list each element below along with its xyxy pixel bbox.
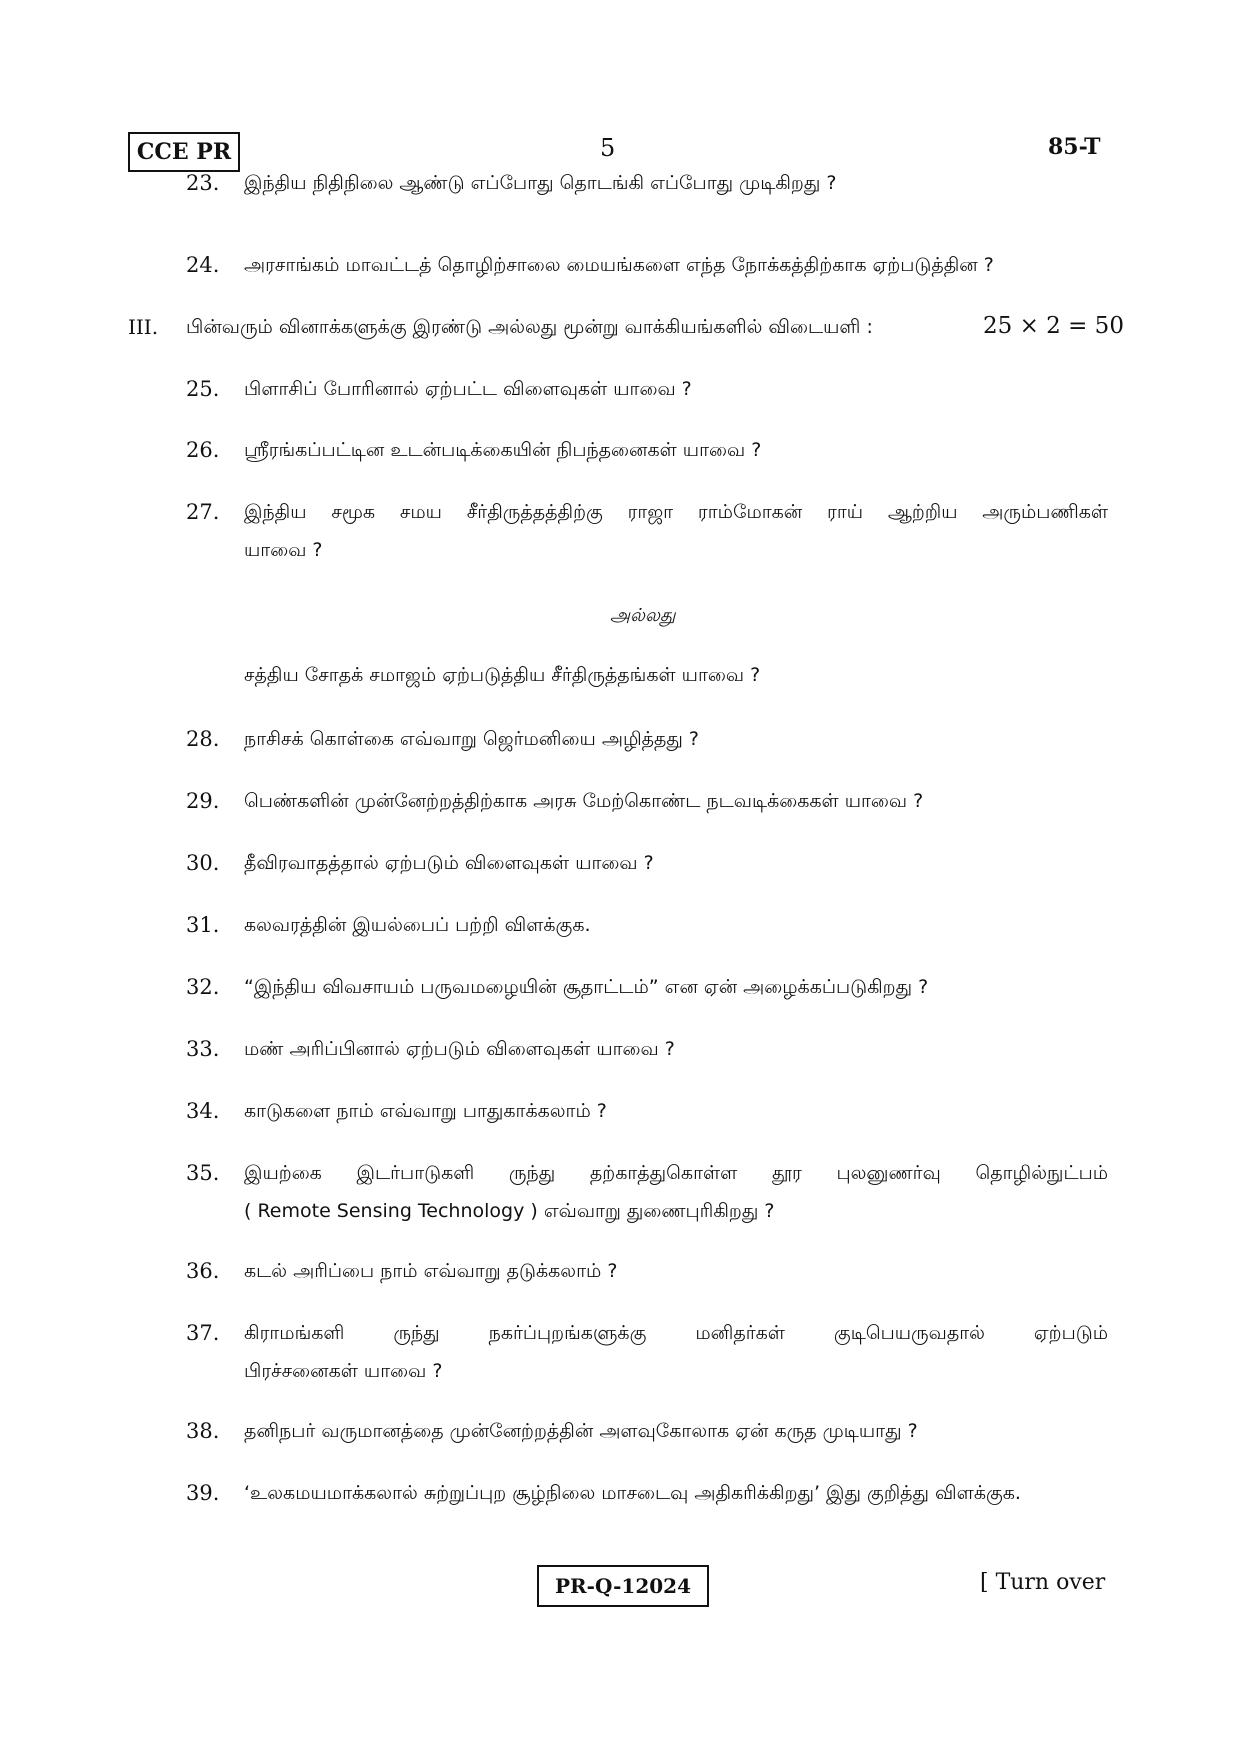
page-number: 5: [600, 134, 616, 162]
question-text: அரசாங்கம் மாவட்டத் தொழிற்சாலை மையங்களை எந்த நோக்கத்திற்காக ஏற்படுத்தின ?: [244, 254, 994, 276]
footer-code-box: PR-Q-12024: [537, 1565, 709, 1607]
alternative-question-text: சத்திய சோதக் சமாஜம் ஏற்படுத்திய சீர்திருத்தங்கள் யாவை ?: [244, 664, 761, 686]
question-number: 34.: [186, 1099, 220, 1123]
question-number: 33.: [186, 1037, 220, 1061]
question-text: பெண்களின் முன்னேற்றத்திற்காக அரசு மேற்கொண்ட நடவடிக்கைகள் யாவை ?: [244, 790, 924, 812]
question-number: 29.: [186, 789, 220, 813]
turn-over-note: [ Turn over: [980, 1570, 1106, 1595]
question-text-line-1: இந்திய சமூக சமய சீர்திருத்தத்திற்கு ராஜா ராம்மோகன் ராய் ஆற்றிய அரும்பணிகள்: [244, 501, 1108, 523]
question-text-line-2: யாவை ?: [244, 539, 323, 561]
question-number: 38.: [186, 1419, 220, 1443]
paper-code: 85-T: [1048, 134, 1101, 160]
question-number: 26.: [186, 438, 220, 462]
question-text-line-2: ( Remote Sensing Technology ) எவ்வாறு துணைபுரிகிறது ?: [244, 1200, 775, 1222]
question-number: 36.: [186, 1259, 220, 1283]
question-text: காடுகளை நாம் எவ்வாறு பாதுகாக்கலாம் ?: [244, 1100, 607, 1122]
section-roman-numeral: III.: [128, 315, 159, 339]
section-marks: 25 × 2 = 50: [983, 313, 1124, 339]
question-text: ‘உலகமயமாக்கலால் சுற்றுப்புற சூழ்நிலை மாசடைவு அதிகரிக்கிறது’ இது குறித்து விளக்குக.: [244, 1482, 1021, 1504]
question-number: 25.: [186, 377, 220, 401]
question-number: 23.: [186, 171, 220, 195]
question-number: 28.: [186, 727, 220, 751]
question-number: 31.: [186, 913, 220, 937]
question-text: பிளாசிப் போரினால் ஏற்பட்ட விளைவுகள் யாவை ?: [244, 378, 692, 400]
header-code-box: CCE PR: [128, 132, 240, 172]
question-number: 24.: [186, 253, 220, 277]
or-separator: அல்லது: [610, 605, 676, 626]
question-number: 27.: [186, 500, 220, 524]
question-text-line-2: பிரச்சனைகள் யாவை ?: [244, 1360, 443, 1382]
question-text: மண் அரிப்பினால் ஏற்படும் விளைவுகள் யாவை ?: [244, 1038, 675, 1060]
question-text: “இந்திய விவசாயம் பருவமழையின் சூதாட்டம்” என ஏன் அழைக்கப்படுகிறது ?: [244, 976, 929, 998]
question-text: கலவரத்தின் இயல்பைப் பற்றி விளக்குக.: [244, 914, 591, 936]
question-number: 30.: [186, 851, 220, 875]
question-text-line-1: இயற்கை இடர்பாடுகளி ருந்து தற்காத்துகொள்ள தூர புலனுணர்வு தொழில்நுட்பம்: [244, 1162, 1108, 1184]
question-number: 37.: [186, 1321, 220, 1345]
question-number: 39.: [186, 1481, 220, 1505]
question-text: தனிநபர் வருமானத்தை முன்னேற்றத்தின் அளவுகோலாக ஏன் கருத முடியாது ?: [244, 1420, 918, 1442]
question-text: கடல் அரிப்பை நாம் எவ்வாறு தடுக்கலாம் ?: [244, 1260, 618, 1282]
question-text: ஸ்ரீரங்கப்பட்டின உடன்படிக்கையின் நிபந்தனைகள் யாவை ?: [244, 439, 762, 461]
question-text: நாசிசக் கொள்கை எவ்வாறு ஜெர்மனியை அழித்தது ?: [244, 728, 699, 750]
section-instruction: பின்வரும் வினாக்களுக்கு இரண்டு அல்லது மூன்று வாக்கியங்களில் விடையளி :: [186, 316, 873, 338]
question-number: 32.: [186, 975, 220, 999]
question-text-line-1: கிராமங்களி ருந்து நகர்ப்புறங்களுக்கு மனிதர்கள் குடிபெயருவதால் ஏற்படும்: [244, 1322, 1108, 1344]
question-text: இந்திய நிதிநிலை ஆண்டு எப்போது தொடங்கி எப்போது முடிகிறது ?: [244, 172, 837, 194]
question-number: 35.: [186, 1161, 220, 1185]
question-text: தீவிரவாதத்தால் ஏற்படும் விளைவுகள் யாவை ?: [244, 852, 654, 874]
